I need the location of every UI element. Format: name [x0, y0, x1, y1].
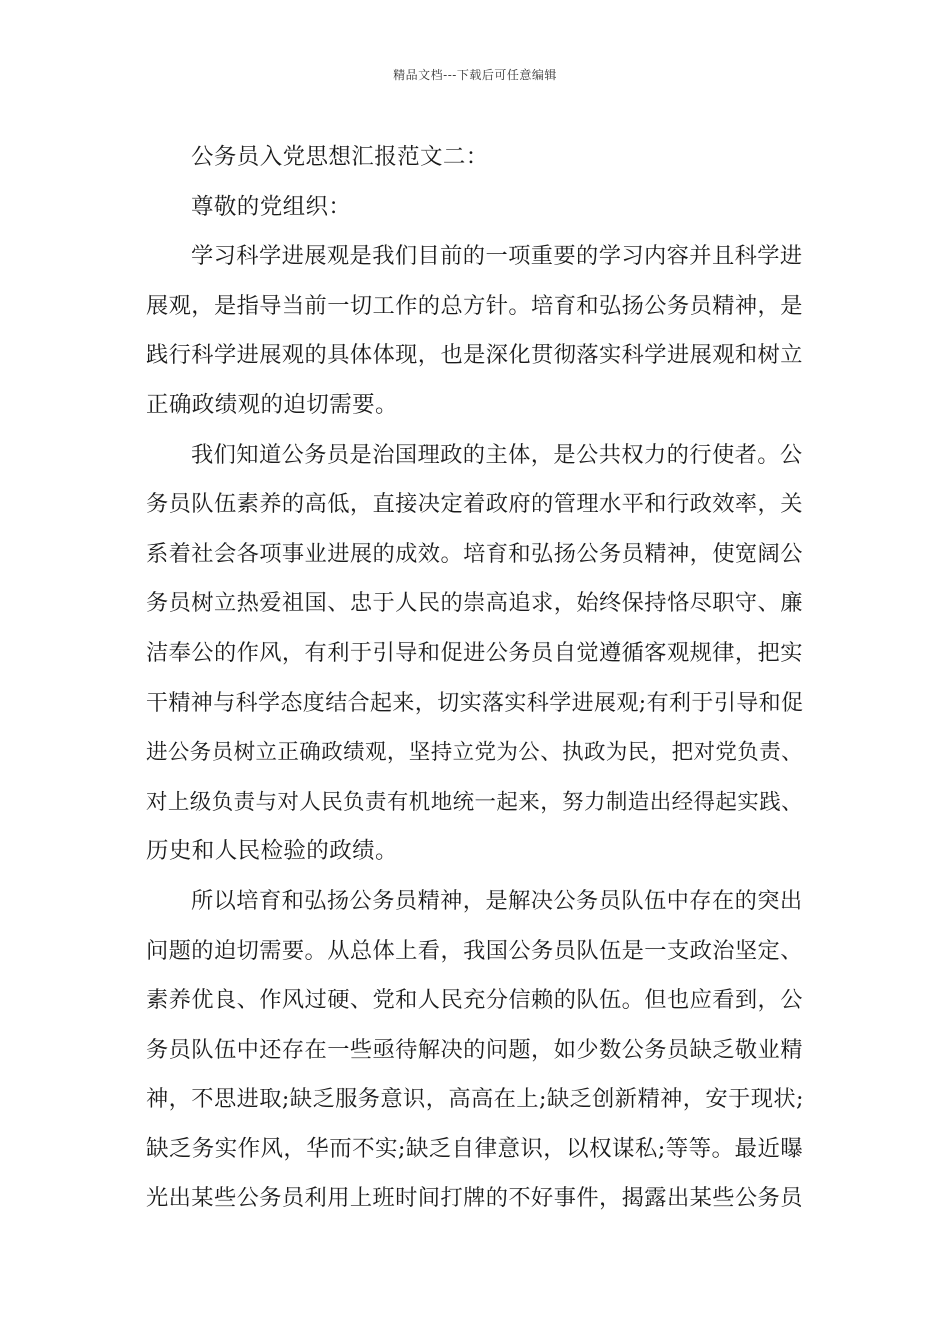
text-line: 缺乏务实作风，华而不实;缺乏自律意识，以权谋私;等等。最近曝	[146, 1135, 804, 1162]
text-line: 神，不思进取;缺乏服务意识，高高在上;缺乏创新精神，安于现状;	[146, 1086, 804, 1113]
document-body	[146, 133, 806, 1224]
text-line: 务员树立热爱祖国、忠于人民的崇高追求，始终保持恪尽职守、廉	[146, 590, 803, 617]
text-line: 务员队伍中还存在一些亟待解决的问题，如少数公务员缺乏敬业精	[146, 1036, 803, 1063]
text-line: 干精神与科学态度结合起来，切实落实科学进展观;有利于引导和促	[146, 690, 804, 716]
text-line: 历史和人民检验的政绩。	[146, 838, 398, 865]
text-line: 我们知道公务员是治国理政的主体，是公共权力的行使者。公	[191, 441, 803, 468]
text-line: 对上级负责与对人民负责有机地统一起来，努力制造出经得起实践、	[146, 789, 804, 815]
text-line: 尊敬的党组织：	[191, 193, 352, 220]
page-header: 精品文档---下载后可任意编辑	[393, 68, 557, 82]
text-line: 公务员入党思想汇报范文二：	[191, 144, 489, 170]
text-line: 务员队伍素养的高低，直接决定着政府的管理水平和行政效率，关	[146, 491, 803, 518]
text-line: 展观，是指导当前一切工作的总方针。培育和弘扬公务员精神，是	[146, 292, 803, 319]
text-line: 践行科学进展观的具体体现，也是深化贯彻落实科学进展观和树立	[146, 342, 803, 369]
text-line: 光出某些公务员利用上班时间打牌的不好事件，揭露出某些公务员	[146, 1185, 803, 1212]
text-line: 学习科学进展观是我们目前的一项重要的学习内容并且科学进	[191, 243, 803, 270]
text-line: 洁奉公的作风，有利于引导和促进公务员自觉遵循客观规律，把实	[146, 639, 803, 666]
text-line: 系着社会各项事业进展的成效。培育和弘扬公务员精神，使宽阔公	[146, 540, 803, 567]
text-line: 正确政绩观的迫切需要。	[146, 391, 398, 418]
text-line: 所以培育和弘扬公务员精神，是解决公务员队伍中存在的突出	[191, 887, 803, 914]
text-line: 素养优良、作风过硬、党和人民充分信赖的队伍。但也应看到，公	[146, 987, 803, 1014]
text-line: 问题的迫切需要。从总体上看，我国公务员队伍是一支政治坚定、	[146, 937, 803, 964]
text-line: 进公务员树立正确政绩观，坚持立党为公、执政为民，把对党负责、	[146, 740, 804, 766]
